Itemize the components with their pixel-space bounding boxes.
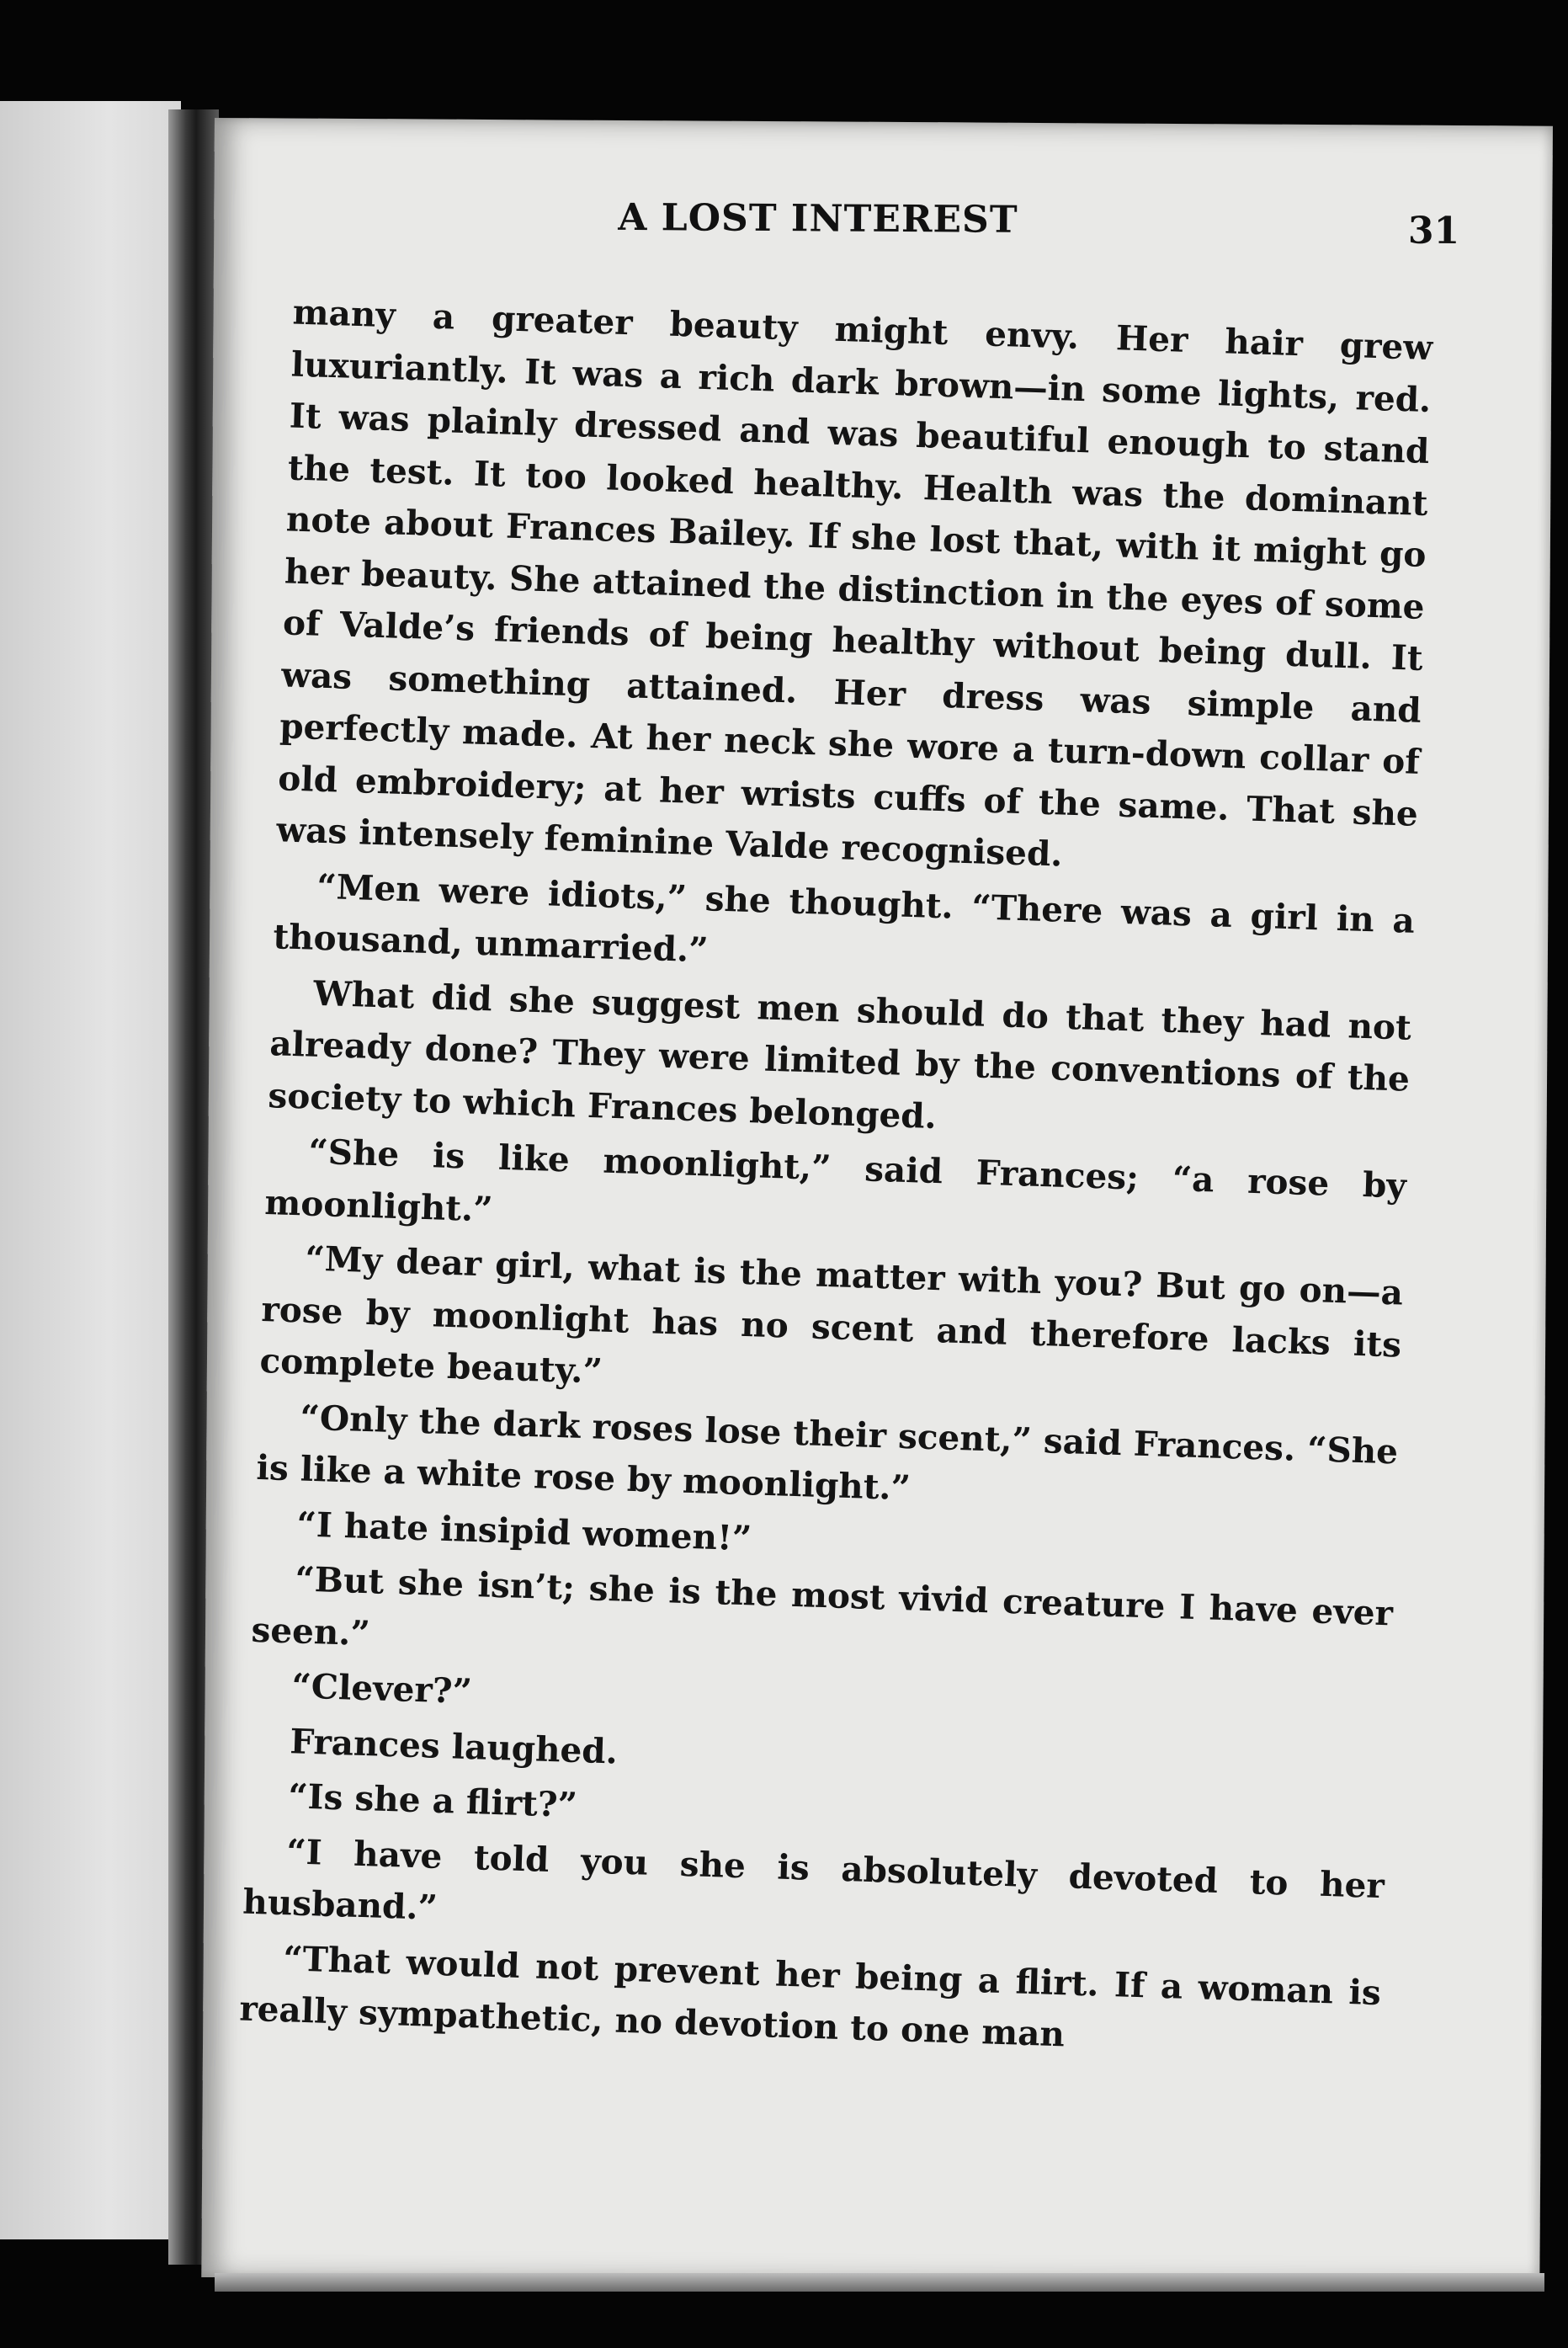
paragraph: “I have told you she is absolutely devoted to her husband.” (242, 1830, 1385, 1928)
running-head: A LOST INTEREST (618, 195, 1018, 242)
page-bottom-edge (215, 2273, 1544, 2292)
paragraph: “She is like moonlight,” said Frances; “a rose by moonlight.” (263, 1131, 1407, 1230)
adjacent-page-edge (0, 101, 181, 2239)
paragraph: “That would not prevent her being a flirt. If a woman is really sympathetic, no devotion to one man (238, 1937, 1382, 2055)
paragraph: “Is she a flirt?” (287, 1776, 578, 1826)
paragraph: “But she isn’t; she is the most vivid creature I have ever seen.” (250, 1558, 1394, 1653)
page-number: 31 (1407, 209, 1460, 253)
paragraph: “I hate insipid women!” (295, 1503, 752, 1558)
paragraph: Frances laughed. (289, 1720, 619, 1772)
paragraph: “My dear girl, what is the matter with you? But go on—a rose by moonlight has no scent and therefore lacks its complete beauty.” (258, 1238, 1404, 1392)
paragraph: What did she suggest men should do that they had not already done? They were limited by the conventions of the society to which Frances belonged. (267, 972, 1412, 1137)
paragraph: “Only the dark roses lose their scent,” said Frances. “She is like a white rose by moonlight.” (255, 1396, 1399, 1509)
paragraph: “Clever?” (290, 1665, 473, 1712)
paragraph: “Men were idiots,” she thought. “There was a girl in a thousand, unmarried.” (272, 865, 1416, 971)
paragraph: many a greater beauty might envy. Her hair grew luxuriantly. It was a rich dark brown—in some lights, red. It was plainly dressed and was beautiful enough to stand the test. It too looked healthy. Health was the dominant note about Frances Bailey. If she lost that, with it might go her beauty. She attained the distinction in the eyes of some of Valde’s friends of being healthy without being dull. It was something attained. Her dress was simple and perfectly made. At her neck she wore a turn-down collar of old embroidery; at her wrists cuffs of the same. That she was intensely feminine Valde recognised. (275, 291, 1433, 875)
body-text (239, 287, 1434, 2071)
book-page (201, 118, 1553, 2286)
